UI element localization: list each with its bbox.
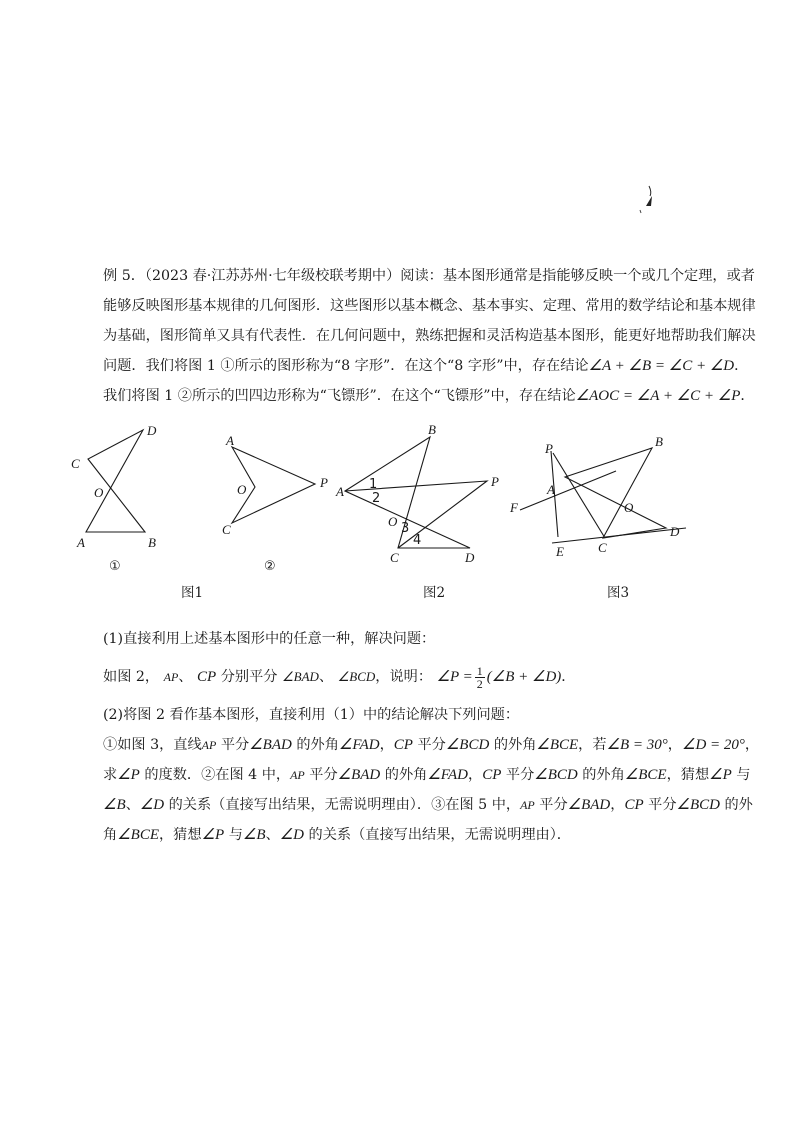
question-2-line-4	[103, 790, 753, 820]
q1-equation-left: ∠P =	[436, 669, 473, 685]
fig3-label-f: F	[510, 500, 518, 515]
question-1-prompt: (1)直接利用上述基本图形中的任意一种，解决问题：	[103, 631, 436, 647]
question-2-prompt: (2)将图 2 看作基本图形，直接利用（1）中的结论解决下列问题：	[103, 707, 520, 723]
q2-l2-text-o: ，	[667, 737, 682, 753]
q2-l2-text-m: ，若	[578, 737, 607, 753]
q1-fraction-numerator: 1	[476, 663, 483, 678]
fig1b-circle-number: ②	[264, 559, 276, 574]
q2-l5-p: ∠P	[201, 827, 225, 843]
intro-line-4	[103, 351, 749, 381]
q2-l4-text-l: 的外	[719, 797, 753, 813]
q1-bad: ∠BAD	[281, 669, 319, 684]
fig1a-lines	[86, 430, 145, 532]
q1-cp: CP	[197, 669, 217, 685]
intro-line-5-end: ．	[740, 388, 755, 404]
q2-l2-angle-b: ∠B = 30°	[606, 737, 668, 753]
q2-l2-fad: ∠FAD	[338, 737, 380, 753]
q2-l2-text-a: ①如图 3，直线	[103, 737, 202, 753]
q2-l4-cp: CP	[624, 797, 644, 813]
q2-l4-bcd: ∠BCD	[676, 797, 720, 813]
fig2-label-d: D	[465, 550, 475, 565]
q2-l2-text-i: 平分	[412, 737, 446, 753]
q2-l2-bad: ∠BAD	[249, 737, 292, 753]
fig3-label-c: C	[598, 540, 607, 555]
fig3-label-a: A	[547, 482, 555, 497]
q2-l2-bce: ∠BCE	[536, 737, 579, 753]
q2-l2-cp: CP	[393, 737, 413, 753]
fig1b-label-c: C	[222, 522, 231, 537]
q2-l4-text-h: ，	[610, 797, 625, 813]
q1-text-3: ，说明：	[375, 669, 433, 685]
q1-bcd: ∠BCD	[337, 669, 376, 684]
fig1b-label-a: A	[226, 433, 234, 448]
fig3-label-o: O	[624, 500, 634, 515]
fig2-label-a: A	[336, 484, 344, 499]
question-2-line-3	[103, 760, 751, 790]
q2-l4-ap: AP	[520, 798, 535, 812]
figure-eight-conclusion: ∠A + ∠B = ∠C + ∠D	[588, 358, 735, 374]
fig2-angle-4: 4	[413, 533, 422, 548]
q2-l2-text-c: 平分	[216, 737, 250, 753]
q1-ap: AP	[163, 670, 179, 684]
q1-fraction-denominator: 2	[476, 676, 483, 691]
q1-text-2: 分别平分	[216, 669, 278, 685]
q2-l4-text-j: 平分	[643, 797, 677, 813]
intro-line-5-text: 我们将图 1 ②所示的凹四边形称为“飞镖形”．在这个“飞镖形”中，存在结论	[103, 388, 576, 404]
q2-l3-text-g: 的外角	[380, 767, 428, 783]
q2-l2-ap: AP	[201, 738, 217, 752]
q2-l3-bce: ∠BCE	[624, 767, 667, 783]
fig3-line-ec	[552, 528, 686, 543]
q2-l3-text-e: 平分	[304, 767, 338, 783]
q2-l4-bad: ∠BAD	[567, 797, 611, 813]
q1-fraction	[475, 665, 485, 690]
q2-l3-text-o: ，猜想	[666, 767, 710, 783]
q1-text-1: 如图 2，	[103, 669, 160, 685]
q2-l3-bcd: ∠BCD	[534, 767, 578, 783]
q2-l4-b: ∠B	[103, 797, 126, 813]
q2-l3-p: ∠P	[117, 767, 140, 783]
q2-l5-text-a: 角	[103, 827, 118, 843]
question-2-line-5	[103, 820, 703, 850]
question-2-line-2	[103, 730, 760, 760]
q2-l3-text-m: 的外角	[577, 767, 625, 783]
intro-line-3: 为基础，图形简单又具有代表性．在几何问题中，熟练把握和灵活构造基本图形，能更好地帮助我们解决	[103, 328, 756, 344]
fig1a-label-d: D	[147, 423, 157, 438]
q1-sep-1: 、	[178, 669, 193, 685]
fig2-angle-2: 2	[372, 491, 381, 506]
q2-l2-text-q: ，	[744, 737, 760, 753]
question-2	[103, 700, 760, 850]
q2-l2-angle-d: ∠D = 20°	[682, 737, 745, 753]
q2-l2-text-k: 的外角	[489, 737, 537, 753]
intro-line-4-text: 问题．我们将图 1 ①所示的图形称为“8 字形”．在这个“8 字形”中，存在结论	[103, 358, 589, 374]
q2-l3-text-a: 求	[103, 767, 118, 783]
fig1a-circle-number: ①	[109, 559, 121, 574]
q2-l5-b: ∠B	[242, 827, 266, 843]
q2-l3-text-c: 的度数．②在图 4 中，	[139, 767, 291, 783]
q2-l4-sep: 、	[125, 797, 140, 813]
figure-2-caption: 图2	[423, 585, 446, 601]
fig1a-label-b: B	[148, 535, 156, 550]
q2-l5-d: ∠D	[279, 827, 304, 843]
dart-conclusion: ∠AOC = ∠A + ∠C + ∠P	[575, 388, 741, 404]
intro-line-2: 能够反映图形基本规律的几何图形．这些图形以基本概念、基本事实、定理、常用的数学结论和基本规律	[103, 298, 756, 314]
fig3-lines	[565, 448, 666, 538]
q2-l5-bce: ∠BCE	[117, 827, 159, 843]
fig1a-label-o: O	[94, 485, 104, 500]
q2-l5-text-e: 与	[224, 827, 243, 843]
q2-l4-d: ∠D	[139, 797, 165, 813]
q2-l4-text-f: 平分	[534, 797, 568, 813]
q2-l2-bcd: ∠BCD	[445, 737, 490, 753]
q2-l5-text-c: ，猜想	[158, 827, 202, 843]
fig3-label-d: D	[670, 524, 680, 539]
fig2-angle-1: 1	[369, 477, 378, 492]
q2-l3-text-q: 与	[731, 767, 751, 783]
figures-area	[0, 415, 800, 585]
stray-pen-mark-icon	[636, 184, 660, 216]
intro-line-4-end: ．	[734, 358, 749, 374]
fig2-angle-3: 3	[401, 521, 410, 536]
q2-l3-text-i: ，	[468, 767, 483, 783]
q2-l3-text-k: 平分	[501, 767, 535, 783]
q2-l3-ap: AP	[290, 768, 305, 782]
fig1a-label-c: C	[71, 456, 80, 471]
q2-l3-cp: CP	[482, 767, 502, 783]
q2-l2-text-g: ，	[379, 737, 394, 753]
q2-l3-bad: ∠BAD	[337, 767, 381, 783]
question-1-statement	[103, 658, 703, 696]
q2-l3-fad: ∠FAD	[427, 767, 468, 783]
fig2-label-c: C	[390, 550, 399, 565]
fig1a-label-a: A	[77, 535, 85, 550]
fig3-label-b: B	[655, 434, 663, 449]
fig2-label-o: O	[388, 514, 398, 529]
intro-line-5	[103, 381, 755, 411]
q1-end: ．	[561, 669, 576, 685]
intro-line-1: 例 5．（2023 春·江苏苏州·七年级校联考期中）阅读：基本图形通常是指能够反映一个或几个定理，或者	[103, 268, 755, 284]
q2-l5-text-i: 的关系（直接写出结果，无需说明理由）．	[304, 827, 571, 843]
q2-l4-text-d: 的关系（直接写出结果，无需说明理由）．③在图 5 中，	[164, 797, 521, 813]
fig1b-label-p: P	[320, 475, 328, 490]
q1-sep-2: 、	[318, 669, 334, 685]
q2-l5-sep: 、	[265, 827, 280, 843]
fig3-label-p: P	[545, 441, 553, 456]
fig1b-label-o: O	[237, 482, 247, 497]
intro-paragraph	[103, 261, 756, 411]
fig2-label-b: B	[428, 422, 436, 437]
figure-3-caption: 图3	[607, 585, 630, 601]
figure-1-caption: 图1	[181, 585, 204, 601]
fig2-label-p: P	[491, 474, 499, 489]
q1-equation-right: (∠B + ∠D)	[486, 669, 562, 685]
q2-l3-p2: ∠P	[709, 767, 732, 783]
q2-l2-text-e: 的外角	[291, 737, 339, 753]
question-1	[103, 624, 703, 696]
fig3-label-e: E	[556, 544, 564, 559]
